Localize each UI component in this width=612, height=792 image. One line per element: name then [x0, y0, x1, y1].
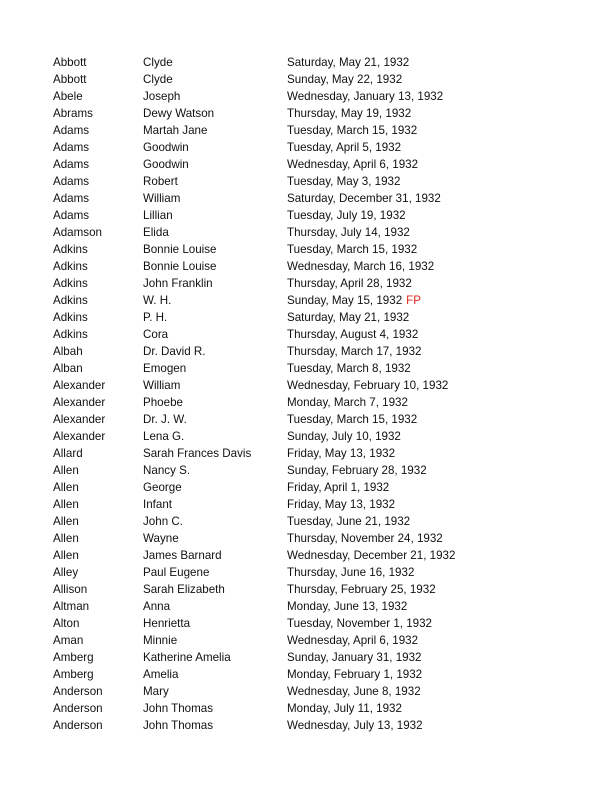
date-cell	[287, 598, 407, 615]
date-cell	[287, 156, 418, 173]
first-name-cell: Robert	[143, 175, 178, 188]
date-cell	[287, 309, 409, 326]
first-name-cell: Clyde	[143, 73, 173, 86]
last-name-cell: Allen	[53, 498, 79, 511]
last-name-cell: Adams	[53, 192, 90, 205]
last-name-cell: Altman	[53, 600, 90, 613]
first-name-cell: Bonnie Louise	[143, 243, 217, 256]
date-text: Wednesday, January 13, 1932	[287, 90, 444, 103]
date-text: Thursday, February 25, 1932	[287, 583, 436, 596]
date-text: Sunday, May 22, 1932	[287, 73, 403, 86]
date-text: Sunday, May 15, 1932	[287, 294, 403, 307]
date-text: Tuesday, March 15, 1932	[287, 243, 418, 256]
first-name-cell: Wayne	[143, 532, 179, 545]
first-name-cell: George	[143, 481, 182, 494]
date-cell	[287, 615, 432, 632]
date-cell	[287, 479, 389, 496]
first-name-cell: Goodwin	[143, 141, 189, 154]
first-name-cell: Anna	[143, 600, 171, 613]
first-name-cell: Joseph	[143, 90, 181, 103]
last-name-cell: Abbott	[53, 56, 87, 69]
date-cell	[287, 530, 443, 547]
date-cell	[287, 173, 400, 190]
date-cell	[287, 207, 406, 224]
date-text: Monday, July 11, 1932	[287, 702, 402, 715]
date-text: Tuesday, May 3, 1932	[287, 175, 401, 188]
first-name-cell: Phoebe	[143, 396, 183, 409]
first-name-cell: Dewy Watson	[143, 107, 215, 120]
last-name-cell: Anderson	[53, 719, 103, 732]
first-name-cell: Emogen	[143, 362, 187, 375]
last-name-cell: Adkins	[53, 294, 88, 307]
first-name-cell: William	[143, 192, 181, 205]
date-cell	[287, 513, 410, 530]
first-name-cell: Minnie	[143, 634, 178, 647]
last-name-cell: Adams	[53, 124, 90, 137]
last-name-cell: Anderson	[53, 685, 103, 698]
date-text: Tuesday, July 19, 1932	[287, 209, 406, 222]
first-name-cell: Dr. J. W.	[143, 413, 187, 426]
date-cell	[287, 632, 418, 649]
last-name-cell: Allen	[53, 464, 79, 477]
date-text: Tuesday, March 15, 1932	[287, 124, 418, 137]
date-cell	[287, 683, 421, 700]
date-text: Friday, May 13, 1932	[287, 447, 396, 460]
date-cell	[287, 717, 423, 734]
date-cell	[287, 241, 417, 258]
last-name-cell: Abrams	[53, 107, 93, 120]
date-text: Thursday, March 17, 1932	[287, 345, 422, 358]
last-name-cell: Aman	[53, 634, 84, 647]
first-name-cell: Paul Eugene	[143, 566, 210, 579]
date-cell	[287, 462, 427, 479]
date-text: Sunday, January 31, 1932	[287, 651, 422, 664]
date-cell	[287, 258, 434, 275]
date-cell	[287, 581, 436, 598]
last-name-cell: Allen	[53, 549, 79, 562]
first-name-cell: Elida	[143, 226, 169, 239]
first-name-cell: John C.	[143, 515, 183, 528]
first-name-cell: John Thomas	[143, 702, 214, 715]
date-text: Wednesday, March 16, 1932	[287, 260, 435, 273]
date-text: Wednesday, June 8, 1932	[287, 685, 421, 698]
last-name-cell: Alexander	[53, 430, 106, 443]
last-name-cell: Allen	[53, 515, 79, 528]
date-text: Friday, April 1, 1932	[287, 481, 390, 494]
date-cell	[287, 649, 422, 666]
date-text: Thursday, November 24, 1932	[287, 532, 443, 545]
date-text: Tuesday, April 5, 1932	[287, 141, 402, 154]
date-text: Wednesday, April 6, 1932	[287, 158, 419, 171]
last-name-cell: Abele	[53, 90, 83, 103]
last-name-cell: Amberg	[53, 651, 94, 664]
last-name-cell: Allen	[53, 532, 79, 545]
first-name-cell: Cora	[143, 328, 169, 341]
date-cell	[287, 564, 414, 581]
last-name-cell: Abbott	[53, 73, 87, 86]
last-name-cell: Adkins	[53, 328, 88, 341]
last-name-cell: Adkins	[53, 243, 88, 256]
date-text: Monday, February 1, 1932	[287, 668, 423, 681]
date-cell	[287, 547, 455, 564]
first-name-cell: Henrietta	[143, 617, 191, 630]
date-cell	[287, 139, 401, 156]
date-text: Thursday, April 28, 1932	[287, 277, 412, 290]
last-name-cell: Adkins	[53, 311, 88, 324]
date-cell	[287, 105, 411, 122]
date-cell	[287, 224, 410, 241]
date-cell	[287, 428, 401, 445]
last-name-cell: Allison	[53, 583, 88, 596]
date-text: Tuesday, March 15, 1932	[287, 413, 418, 426]
date-cell	[287, 292, 421, 309]
date-cell	[287, 88, 443, 105]
first-name-cell: Clyde	[143, 56, 173, 69]
last-name-cell: Adams	[53, 158, 90, 171]
date-text: Sunday, February 28, 1932	[287, 464, 427, 477]
first-name-cell: W. H.	[143, 294, 172, 307]
first-name-cell: John Franklin	[143, 277, 213, 290]
last-name-cell: Anderson	[53, 702, 103, 715]
date-cell	[287, 190, 441, 207]
date-cell	[287, 360, 411, 377]
first-name-cell: Lena G.	[143, 430, 185, 443]
date-text: Monday, March 7, 1932	[287, 396, 408, 409]
date-cell	[287, 326, 418, 343]
date-text: Wednesday, April 6, 1932	[287, 634, 419, 647]
last-name-cell: Adams	[53, 141, 90, 154]
first-name-cell: James Barnard	[143, 549, 222, 562]
date-cell	[287, 377, 448, 394]
first-name-cell: Martah Jane	[143, 124, 208, 137]
last-name-cell: Albah	[53, 345, 83, 358]
date-cell	[287, 411, 417, 428]
date-cell	[287, 71, 402, 88]
date-text: Tuesday, November 1, 1932	[287, 617, 433, 630]
first-name-cell: P. H.	[143, 311, 168, 324]
date-text: Thursday, May 19, 1932	[287, 107, 412, 120]
first-name-cell: Sarah Elizabeth	[143, 583, 225, 596]
date-text: Tuesday, June 21, 1932	[287, 515, 411, 528]
note-badge: FP	[406, 294, 421, 307]
last-name-cell: Alton	[53, 617, 80, 630]
date-text: Wednesday, February 10, 1932	[287, 379, 449, 392]
first-name-cell: Katherine Amelia	[143, 651, 231, 664]
last-name-cell: Alley	[53, 566, 79, 579]
date-text: Wednesday, December 21, 1932	[287, 549, 456, 562]
first-name-cell: William	[143, 379, 181, 392]
date-text: Thursday, July 14, 1932	[287, 226, 410, 239]
date-text: Saturday, May 21, 1932	[287, 311, 410, 324]
first-name-cell: Lillian	[143, 209, 173, 222]
last-name-cell: Alexander	[53, 379, 106, 392]
date-text: Thursday, June 16, 1932	[287, 566, 415, 579]
date-cell	[287, 122, 417, 139]
date-cell	[287, 496, 395, 513]
first-name-cell: Goodwin	[143, 158, 189, 171]
last-name-cell: Allard	[53, 447, 83, 460]
date-text: Tuesday, March 8, 1932	[287, 362, 411, 375]
first-name-cell: Bonnie Louise	[143, 260, 217, 273]
first-name-cell: Infant	[143, 498, 173, 511]
first-name-cell: Sarah Frances Davis	[143, 447, 252, 460]
date-text: Sunday, July 10, 1932	[287, 430, 401, 443]
first-name-cell: Dr. David R.	[143, 345, 206, 358]
last-name-cell: Allen	[53, 481, 79, 494]
date-cell	[287, 343, 421, 360]
first-name-cell: Nancy S.	[143, 464, 191, 477]
last-name-cell: Adams	[53, 175, 90, 188]
date-cell	[287, 666, 422, 683]
date-text: Friday, May 13, 1932	[287, 498, 396, 511]
first-name-cell: John Thomas	[143, 719, 214, 732]
last-name-cell: Adkins	[53, 277, 88, 290]
date-cell	[287, 700, 402, 717]
last-name-cell: Alexander	[53, 413, 106, 426]
date-cell	[287, 394, 408, 411]
date-text: Saturday, May 21, 1932	[287, 56, 410, 69]
date-text: Thursday, August 4, 1932	[287, 328, 419, 341]
last-name-cell: Adamson	[53, 226, 102, 239]
last-name-cell: Alexander	[53, 396, 106, 409]
last-name-cell: Adkins	[53, 260, 88, 273]
date-cell	[287, 54, 409, 71]
date-text: Wednesday, July 13, 1932	[287, 719, 423, 732]
last-name-cell: Adams	[53, 209, 90, 222]
date-cell	[287, 445, 395, 462]
date-text: Saturday, December 31, 1932	[287, 192, 441, 205]
first-name-cell: Mary	[143, 685, 169, 698]
first-name-cell: Amelia	[143, 668, 179, 681]
last-name-cell: Amberg	[53, 668, 94, 681]
date-text: Monday, June 13, 1932	[287, 600, 408, 613]
last-name-cell: Alban	[53, 362, 83, 375]
date-cell	[287, 275, 412, 292]
